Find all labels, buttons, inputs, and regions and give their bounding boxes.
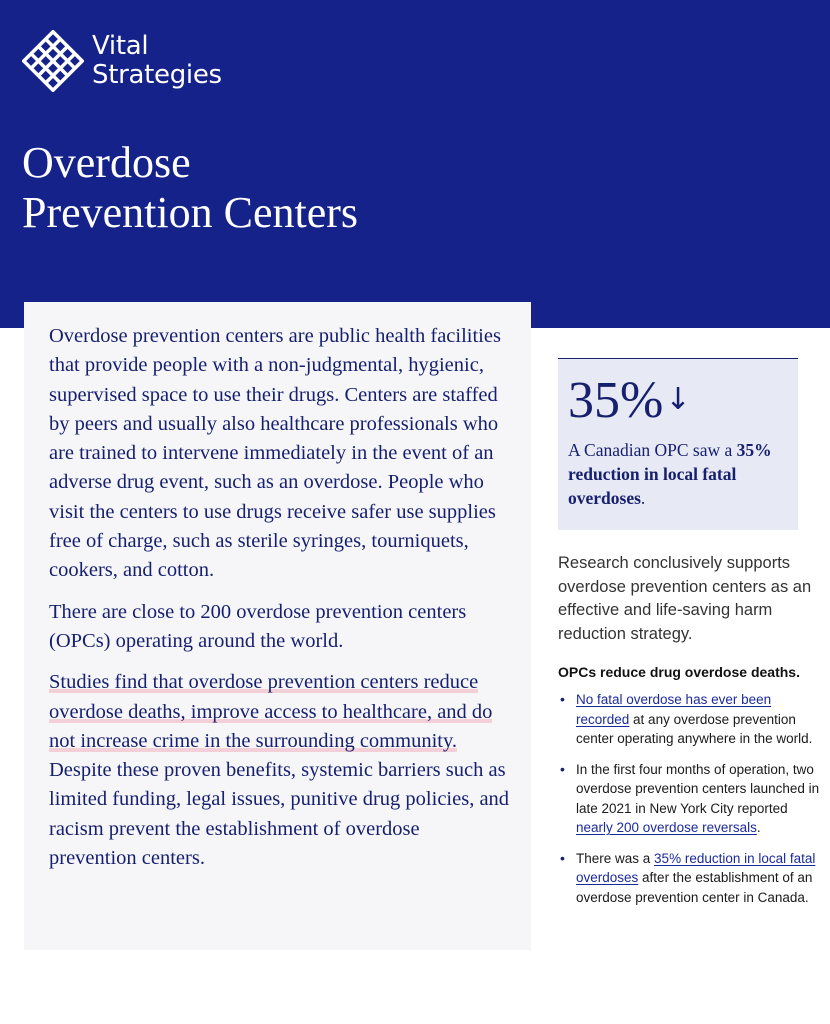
vital-strategies-logo-icon [22, 30, 84, 92]
bullet-text: In the first four months of operation, two overdose prevention centers launched in late 2021 in New York City reported [576, 761, 820, 816]
title-line-2: Prevention Centers [22, 188, 359, 237]
bullet-text: There was a [576, 850, 655, 866]
highlighted-finding: Studies find that overdose prevention centers reduce overdose deaths, improve access to healthcare, and do not increase crime in the surrounding community. [49, 671, 493, 752]
stat-value: 35% [568, 372, 664, 429]
stat-caption-bold: 35% reduction in local fatal overdoses [568, 440, 772, 508]
research-heading: OPCs reduce drug overdose deaths. [558, 664, 800, 680]
page-title [22, 138, 358, 238]
intro-paragraph: Overdose prevention centers are public health facilities that provide people with a non-judgmental, hygienic, supervised space to use their drugs. Centers are staffed by peers and usually also healthcare professionals who are trained to intervene immediately in the event of an adverse drug event, such as an overdose. People who visit the centers to use drugs receive safer use supplies free of charge, such as sterile syringes, tourniquets, cookers, and cotton. [49, 325, 501, 582]
research-sidebar [558, 552, 820, 918]
brand-line-2: Strategies [92, 60, 222, 90]
intro-card [24, 302, 531, 950]
stat-caption-pre: A Canadian OPC saw a [568, 440, 737, 460]
brand-line-1: Vital [92, 31, 149, 61]
bullet-text: at any overdose prevention center operating anywhere in the world. [576, 711, 813, 746]
bullet-text: . [756, 820, 761, 835]
down-arrow-icon: ↓ [665, 382, 691, 417]
bullet-text: after the establishment of an overdose prevention center in Canada. [576, 870, 813, 905]
stat-caption-post: . [640, 488, 646, 508]
studies-paragraph [49, 668, 511, 873]
stat-caption [568, 438, 788, 510]
brand-logo[interactable] [22, 30, 222, 92]
header-banner [0, 0, 830, 328]
no-fatal-overdose-link[interactable]: No fatal overdose has ever been recorded [576, 692, 772, 727]
research-intro: Research conclusively supports overdose prevention centers as an effective and life-saving harm reduction strategy. [558, 554, 812, 643]
list-item [558, 849, 820, 908]
stat-value-row [568, 369, 788, 432]
stat-callout [558, 358, 798, 530]
title-line-1: Overdose [22, 138, 191, 187]
list-item [558, 760, 820, 838]
brand-name [92, 32, 222, 90]
reduction-link[interactable]: 35% reduction in local fatal overdoses [576, 850, 816, 885]
barriers-text: Despite these proven benefits, systemic barriers such as limited funding, legal issues, punitive drug policies, and racism prevent the establishment of overdose prevention centers. [49, 759, 510, 870]
research-bullets [558, 690, 820, 907]
overdose-reversals-link[interactable]: nearly 200 overdose reversals [576, 820, 757, 835]
opc-count-paragraph: There are close to 200 overdose prevention centers (OPCs) operating around the world. [49, 600, 467, 652]
list-item [558, 690, 820, 749]
